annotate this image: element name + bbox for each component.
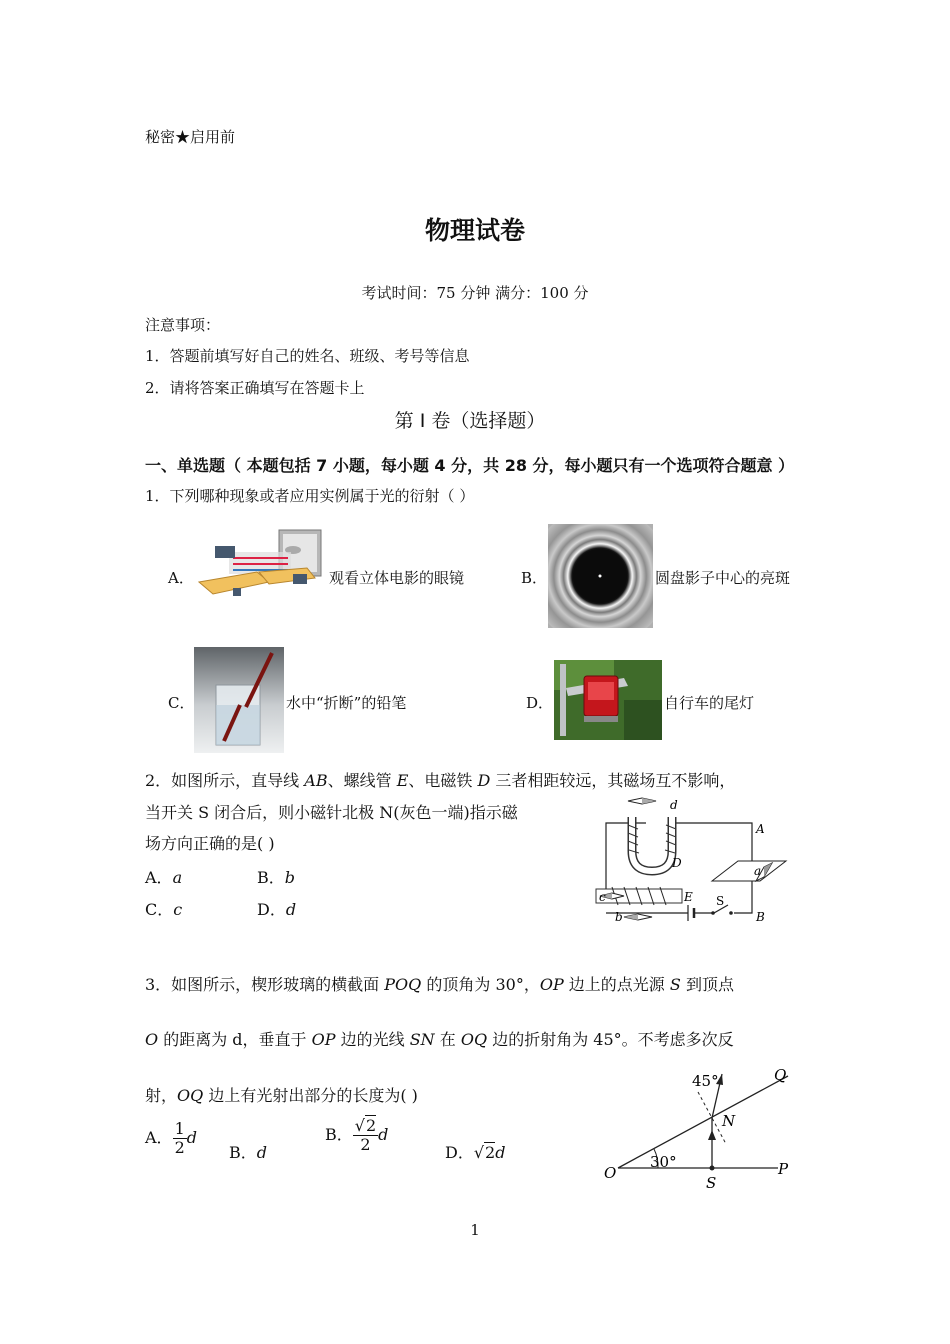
volume-title: 第 I 卷（选择题） [394, 410, 546, 432]
q3-label-Q: Q [774, 1066, 787, 1084]
q3-option-a: A． $\frac{1}{2}$ d [145, 1119, 197, 1157]
q1-option-b-text: 圆盘影子中心的亮斑 [655, 569, 791, 587]
q1-stem: 1．下列哪种现象或者应用实例属于光的衍射（ ） [145, 487, 475, 505]
q1-option-b-letter: B． [521, 569, 548, 587]
q2-line2: 当开关 S 闭合后，则小磁针北极 N(灰色一端)指示磁 [145, 803, 518, 822]
q3-line3: 射，OQ 边上有光射出部分的长度为( ) [145, 1086, 418, 1105]
q1-option-a-text: 观看立体电影的眼镜 [329, 569, 465, 587]
q2-line1: 2．如图所示，直导线 AB、螺线管 E、电磁铁 D 三者相距较远，其磁场互不影响， [145, 771, 736, 790]
pencil-in-water-image [194, 647, 284, 753]
q1-option-c-letter: C． [168, 694, 195, 712]
q1-option-a-letter: A． [168, 569, 194, 587]
q3-label-N: N [722, 1112, 736, 1130]
q2-label-B: B [756, 910, 765, 924]
note-item: 2．请将答案正确填写在答题卡上 [145, 379, 365, 397]
q2-option-d: D．d [257, 900, 297, 919]
q3-label-S: S [706, 1174, 717, 1192]
secret-label: 秘密★启用前 [145, 128, 236, 146]
q2-label-b: b [615, 910, 623, 924]
q3-wedge-figure [596, 1062, 800, 1194]
q3-label-O: O [604, 1164, 617, 1182]
paper-title: 物理试卷 [424, 216, 525, 245]
section-title: 一、单选题（ 本题包括 7 小题，每小题 4 分，共 28 分，每小题只有一个选项符合题意 ） [145, 456, 795, 475]
q1-option-d-letter: D． [526, 694, 554, 712]
page-number: 1 [470, 1221, 480, 1239]
q3-line1: 3．如图所示，楔形玻璃的横截面 POQ 的顶角为 30°，OP 边上的点光源 S 到顶点 [145, 975, 734, 994]
q2-circuit-figure [588, 795, 800, 930]
q3-label-P: P [778, 1160, 789, 1178]
q3-line2: O 的距离为 d，垂直于 OP 边的光线 SN 在 OQ 边的折射角为 45°。不考虑多次反 [145, 1030, 734, 1049]
notes-heading: 注意事项： [145, 316, 221, 334]
q2-label-S: S [716, 894, 725, 908]
q2-label-c: c [599, 890, 606, 904]
q3-option-b: B．d [229, 1143, 268, 1162]
q1-option-c-text: 水中“折断”的铅笔 [286, 694, 407, 712]
q2-label-A: A [756, 822, 765, 836]
bicycle-taillight-image [554, 660, 662, 740]
q1-option-d-text: 自行车的尾灯 [664, 694, 755, 712]
diffraction-spot-image [548, 524, 653, 628]
q2-option-b: B．b [257, 868, 296, 887]
q3-label-30: 30° [650, 1153, 677, 1171]
q3-option-d: D．√2d [445, 1143, 506, 1162]
note-item: 1．答题前填写好自己的姓名、班级、考号等信息 [145, 347, 470, 365]
q2-label-a: a [754, 864, 762, 878]
q2-label-E: E [684, 890, 693, 904]
q2-option-a: A．a [145, 868, 183, 887]
q2-line3: 场方向正确的是( ) [145, 834, 275, 853]
exam-info: 考试时间：75 分钟 满分：100 分 [361, 284, 589, 302]
q2-label-D: D [672, 856, 682, 870]
q2-option-c: C．c [145, 900, 183, 919]
stereo-projector-image [193, 528, 328, 603]
q3-label-45: 45° [692, 1072, 719, 1090]
q2-label-d: d [670, 798, 678, 812]
q3-option-c: B． $\frac{√2}{2}$ d [325, 1116, 389, 1154]
